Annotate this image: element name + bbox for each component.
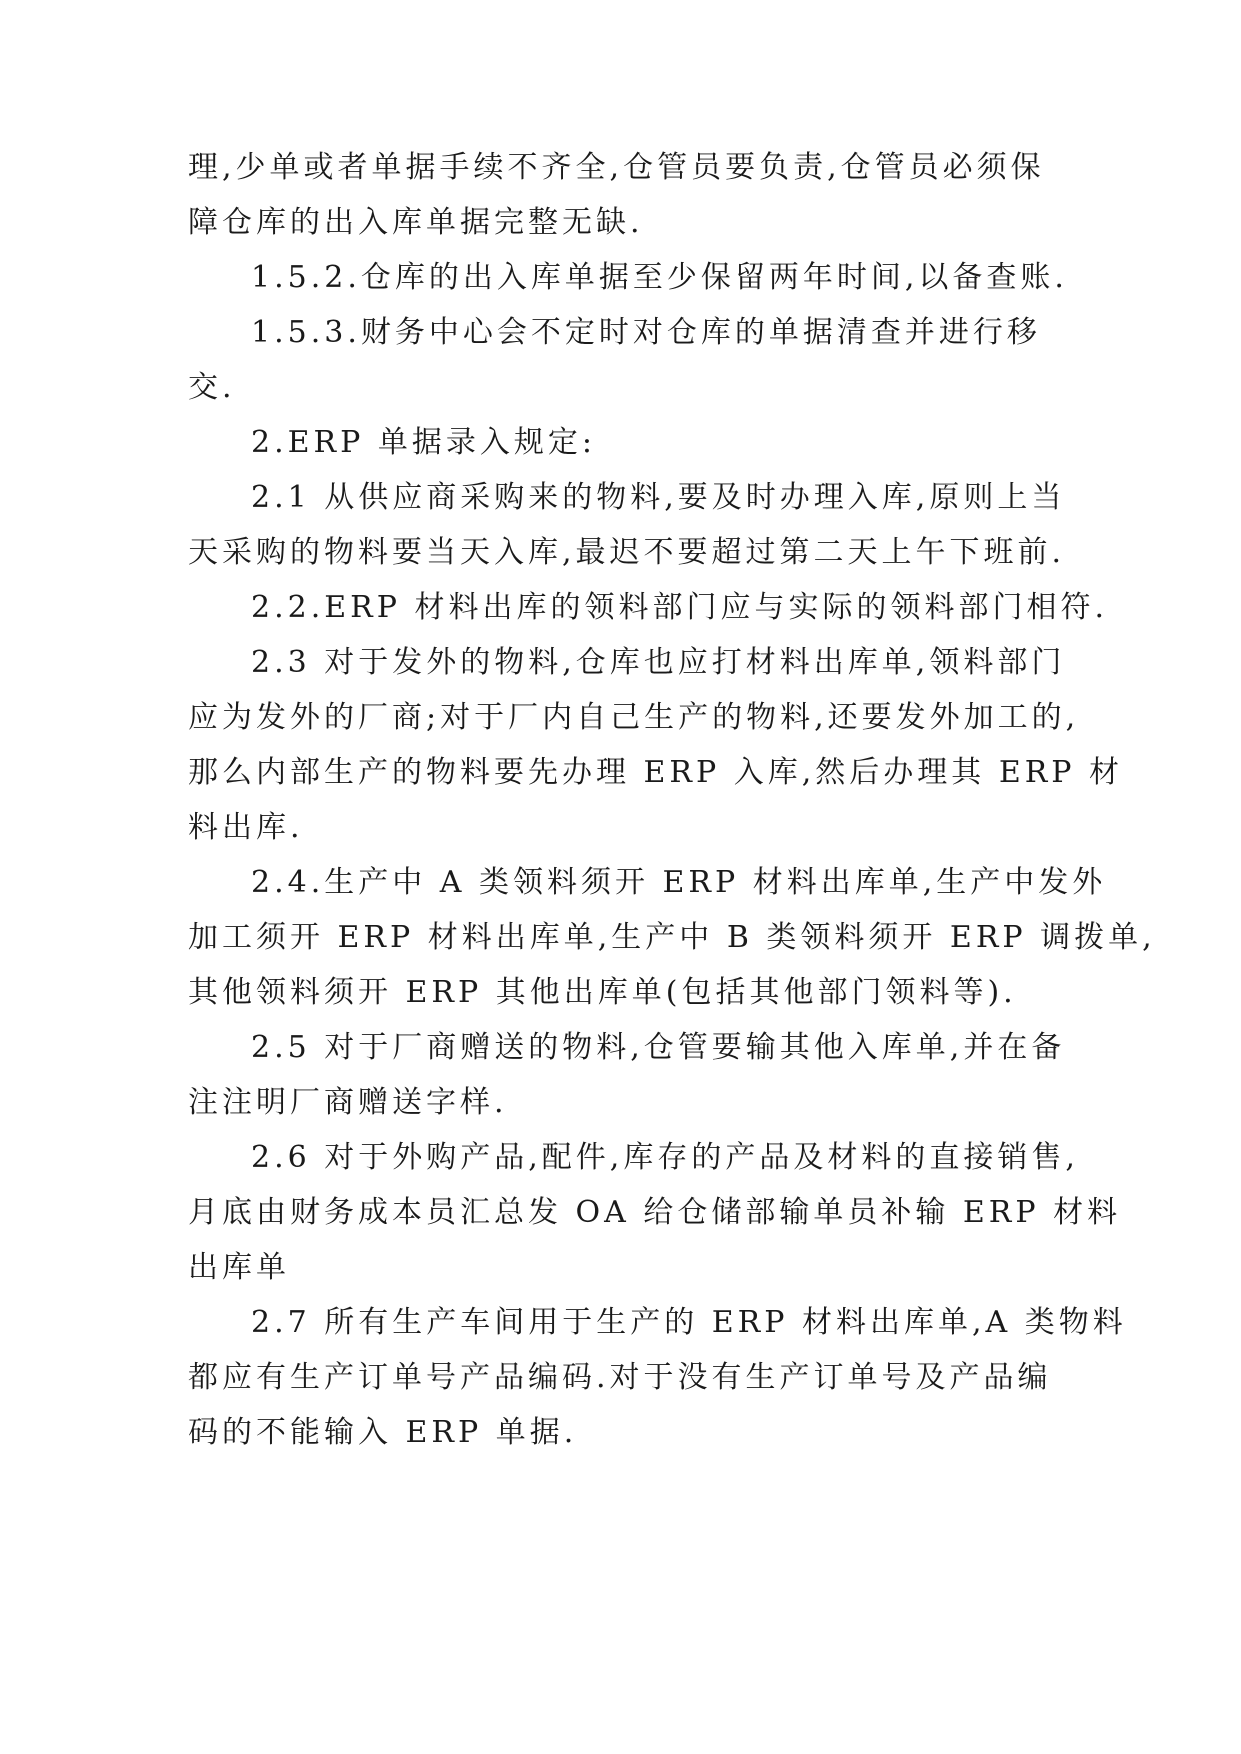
text-line: 2.7 所有生产车间用于生产的 ERP 材料出库单,A 类物料 (251, 1305, 1127, 1340)
text-line: 2.5 对于厂商赠送的物料,仓管要输其他入库单,并在备 (251, 1030, 1066, 1065)
text-line: 那么内部生产的物料要先办理 ERP 入库,然后办理其 ERP 材 (188, 755, 1124, 790)
text-line: 1.5.2.仓库的出入库单据至少保留两年时间,以备查账. (251, 260, 1068, 295)
text-line: 码的不能输入 ERP 单据. (188, 1415, 578, 1450)
text-line: 注注明厂商赠送字样. (188, 1085, 508, 1120)
text-line: 加工须开 ERP 材料出库单,生产中 B 类领料须开 ERP 调拨单, (188, 920, 1156, 955)
text-line: 都应有生产订单号产品编码.对于没有生产订单号及产品编 (188, 1360, 1052, 1395)
text-line: 理,少单或者单据手续不齐全,仓管员要负责,仓管员必须保 (188, 150, 1045, 185)
text-line: 2.1 从供应商采购来的物料,要及时办理入库,原则上当 (251, 480, 1066, 515)
text-line: 月底由财务成本员汇总发 OA 给仓储部输单员补输 ERP 材料 (188, 1195, 1122, 1230)
text-line: 2.ERP 单据录入规定: (251, 425, 596, 460)
text-line: 其他领料须开 ERP 其他出库单(包括其他部门领料等). (188, 975, 1017, 1010)
text-line: 2.3 对于发外的物料,仓库也应打材料出库单,领料部门 (251, 645, 1066, 680)
text-line: 2.4.生产中 A 类领料须开 ERP 材料出库单,生产中发外 (251, 865, 1107, 900)
text-line: 出库单 (188, 1250, 290, 1285)
text-line: 交. (188, 370, 236, 405)
text-line: 天采购的物料要当天入库,最迟不要超过第二天上午下班前. (188, 535, 1066, 570)
text-line: 2.6 对于外购产品,配件,库存的产品及材料的直接销售, (251, 1140, 1079, 1175)
text-line: 2.2.ERP 材料出库的领料部门应与实际的领料部门相符. (251, 590, 1108, 625)
text-line: 1.5.3.财务中心会不定时对仓库的单据清查并进行移 (251, 315, 1041, 350)
text-line: 应为发外的厂商;对于厂内自己生产的物料,还要发外加工的, (188, 700, 1080, 735)
text-line: 料出库. (188, 810, 304, 845)
text-line: 障仓库的出入库单据完整无缺. (188, 205, 644, 240)
